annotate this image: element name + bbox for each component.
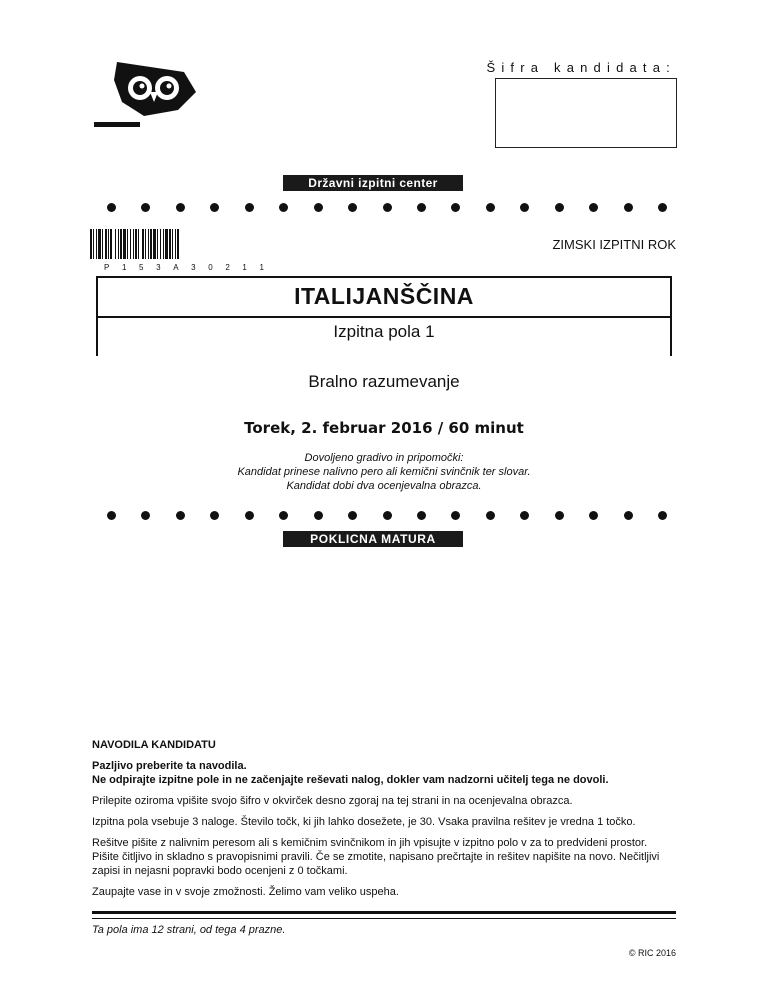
barcode-digit: 0 [208,263,213,272]
permitted-aids [96,451,672,493]
barcode-digit: A [173,263,179,272]
dot-row-bottom [107,509,667,521]
candidate-code-label: Šifra kandidata: [486,60,676,75]
booklet-label: Izpitna pola 1 [333,322,435,341]
barcode-digit: P [104,263,110,272]
barcode-digit: 5 [139,263,144,272]
instructions-paragraph: Rešitve pišite z nalivnim peresom ali s kemičnim svinčnikom in jih vpisujte v izpitno polo v za to predvideni prostor. Pišite čitljivo in skladno s pravopisnimi pravili. Če se zmotite, napisano prečrtajte in rešitev napišite na novo. Nečitljivi zapisi in nejasni popravki bodo ocenjeni z 0 točkami. [92,837,660,877]
center-name-banner: Državni izpitni center [283,175,463,191]
instructions-paragraph: Zaupajte vase in v svoje zmožnosti. Želimo vam veliko uspeha. [92,886,399,898]
instructions-paragraph: Izpitna pola vsebuje 3 naloge. Število točk, ki jih lahko dosežete, je 30. Vsaka pravilna rešitev je vredna 1 točko. [92,816,636,828]
footer-rule-thin [92,918,676,919]
candidate-instructions [92,738,672,906]
instructions-heading: NAVODILA KANDIDATU [92,739,216,751]
barcode-digit: 1 [259,263,264,272]
page-count-note: Ta pola ima 12 strani, od tega 4 prazne. [92,924,286,936]
barcode [90,229,270,259]
exam-type-banner: POKLICNA MATURA [283,531,463,547]
title-divider [96,316,672,318]
exam-date-duration: Torek, 2. februar 2016 / 60 minut [244,419,524,437]
aids-line: Kandidat prinese nalivno pero ali kemični svinčnik ter slovar. [237,466,531,478]
barcode-digit: 1 [242,263,247,272]
footer-rule-thick [92,911,676,914]
dot-row-top [107,201,667,213]
instructions-lead-1: Pazljivo preberite ta navodila. [92,760,247,772]
barcode-digit: 3 [191,263,196,272]
instructions-paragraph: Prilepite oziroma vpišite svojo šifro v okvirček desno zgoraj na tej strani in na ocenjevalna obrazca. [92,795,573,807]
exam-part: Bralno razumevanje [308,372,460,391]
barcode-digit: 1 [121,263,127,272]
barcode-digits [104,263,264,272]
candidate-code-box[interactable] [495,78,677,148]
aids-line: Kandidat dobi dva ocenjevalna obrazca. [286,480,482,492]
subject-title: ITALIJANŠČINA [294,283,474,309]
barcode-digit: 2 [225,263,230,272]
aids-line: Dovoljeno gradivo in pripomočki: [304,452,464,464]
exam-session: ZIMSKI IZPITNI ROK [552,237,676,252]
copyright: © RIC 2016 [628,948,676,958]
instructions-lead-2: Ne odpirajte izpitne pole in ne začenjajte reševati nalog, dokler vam nadzorni učitelj tega ne dovoli. [92,774,609,786]
barcode-digit: 3 [156,263,161,272]
ric-owl-logo [92,58,202,130]
